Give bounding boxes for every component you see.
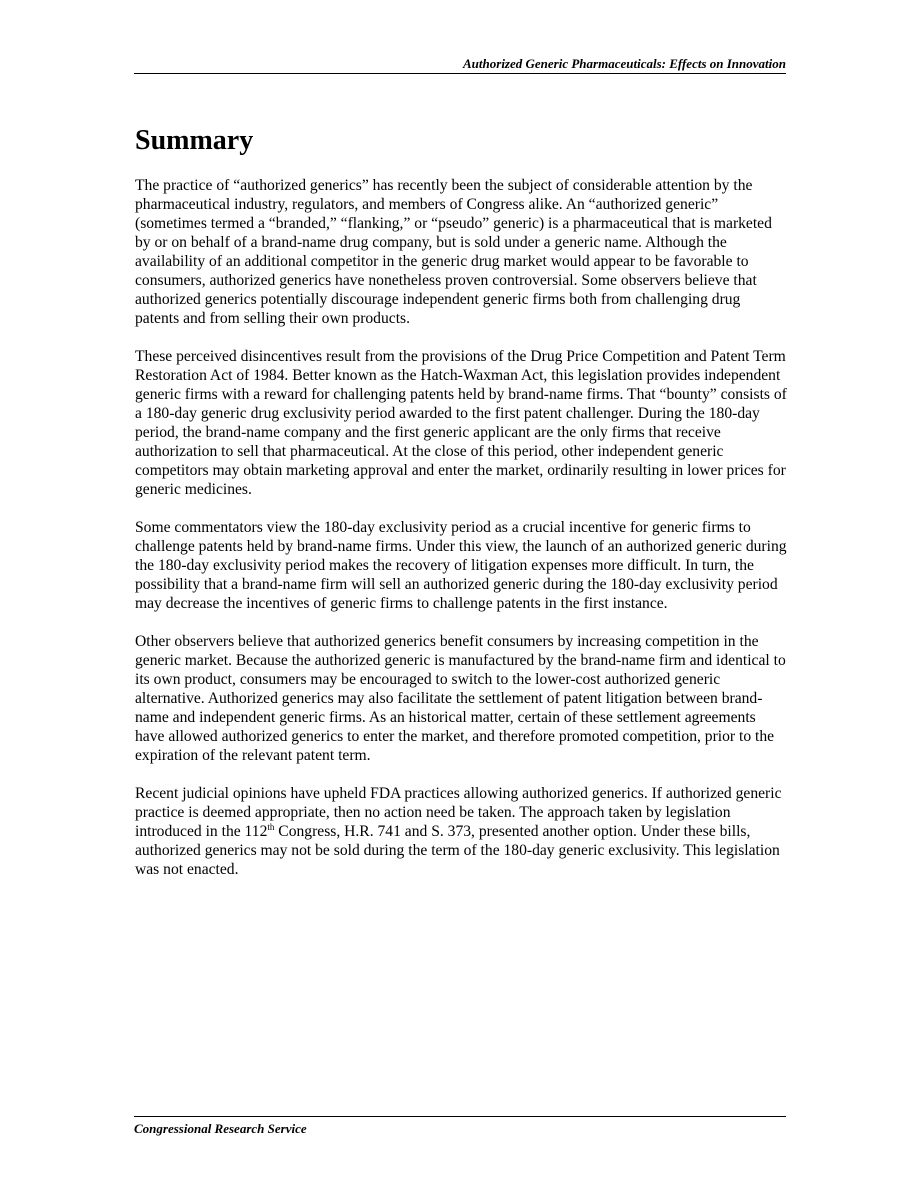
running-title: Authorized Generic Pharmaceuticals: Effects on Innovation [463, 56, 786, 71]
paragraph-5-start: Recent judicial opinions have upheld FDA practices allowing authorized generics. If authorized generic practice is deemed appropriate, then no action need be taken. The approach taken by legislation introduced in the 112 [135, 785, 782, 840]
page-title: Summary [135, 125, 254, 156]
summary-body [135, 176, 787, 898]
paragraph-4: Other observers believe that authorized generics benefit consumers by increasing competition in the generic market. Because the authorized generic is manufactured by the brand-name firm and identical to its own product, consumers may be encouraged to switch to the lower-cost authorized generic alternative. Authorized generics may also facilitate the settlement of patent litigation between brand-name and independent generic firms. As an historical matter, certain of these settlement agreements have allowed authorized generics to enter the market, and therefore promoted competition, prior to the expiration of the relevant patent term. [135, 633, 786, 764]
footer-organization: Congressional Research Service [134, 1121, 307, 1136]
paragraph-5 [135, 784, 787, 879]
page-footer [134, 1116, 786, 1136]
running-header [134, 56, 786, 74]
paragraph-3: Some commentators view the 180-day exclusivity period as a crucial incentive for generic firms to challenge patents held by brand-name firms. Under this view, the launch of an authorized generic during the 180-day exclusivity period makes the recovery of litigation expenses more difficult. In turn, the possibility that a brand-name firm will sell an authorized generic during the 180-day exclusivity period may decrease the incentives of generic firms to challenge patents in the first instance. [135, 519, 787, 612]
ordinal-superscript: th [267, 821, 275, 832]
paragraph-2: These perceived disincentives result from the provisions of the Drug Price Competition and Patent Term Restoration Act of 1984. Better known as the Hatch-Waxman Act, this legislation provides independent generic firms with a reward for challenging patents held by brand-name firms. That “bounty” consists of a 180-day generic drug exclusivity period awarded to the first patent challenger. During the 180-day period, the brand-name company and the first generic applicant are the only firms that receive authorization to sell that pharmaceutical. At the close of this period, other independent generic competitors may obtain marketing approval and enter the market, ordinarily resulting in lower prices for generic medicines. [135, 348, 787, 498]
paragraph-5-end: Congress, H.R. 741 and S. 373, presented another option. Under these bills, authorized generics may not be sold during the term of the 180-day generic exclusivity. This legislation was not enacted. [135, 823, 780, 878]
paragraph-1: The practice of “authorized generics” has recently been the subject of considerable attention by the pharmaceutical industry, regulators, and members of Congress alike. An “authorized generic” (sometimes termed a “branded,” “flanking,” or “pseudo” generic) is a pharmaceutical that is marketed by or on behalf of a brand-name drug company, but is sold under a generic name. Although the availability of an additional competitor in the generic drug market would appear to be favorable to consumers, authorized generics have nonetheless proven controversial. Some observers believe that authorized generics potentially discourage independent generic firms both from challenging drug patents and from selling their own products. [135, 177, 772, 327]
